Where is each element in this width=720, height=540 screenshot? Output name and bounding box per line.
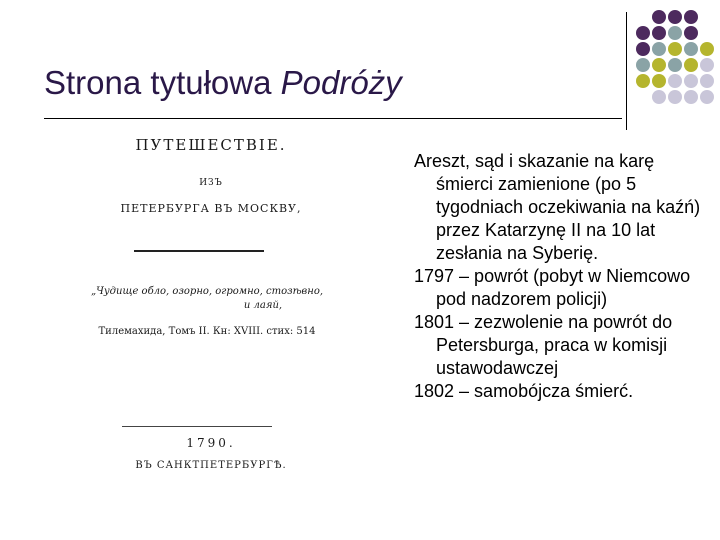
decorative-dot [652,74,666,88]
decorative-dot [636,58,650,72]
decorative-dot [700,58,714,72]
decorative-dot [668,10,682,24]
decorative-dot [684,10,698,24]
horizontal-divider [44,118,622,119]
decorative-dot [668,58,682,72]
decorative-dot [668,90,682,104]
fact-item: 1801 – zezwolenie na powrót do Petersburga, praca w komisji ustawodawczej [414,312,673,378]
decorative-dot [684,42,698,56]
decorative-dot [684,74,698,88]
book-route: ПЕТЕРБУРГА ВЪ МОСКВУ, [120,202,302,215]
fact-item: 1802 – samobójcza śmierć. [414,381,634,401]
book-rule [134,250,264,252]
decorative-dot [700,42,714,56]
book-epigraph-line2: и лаяй, [243,300,283,311]
decorative-dot-grid [636,10,720,122]
fact-item: Areszt, sąd i skazanie na karę śmierci zamienione (po 5 tygodniach oczekiwania na kaźń) przez Katarzynę II na 10 lat zesłania na Syberię. [414,151,701,263]
decorative-dot [684,90,698,104]
book-title: ПУТЕШЕСТВІЕ. [135,136,287,154]
book-title-page-image [86,130,336,490]
decorative-dot [652,42,666,56]
decorative-dot [684,58,698,72]
decorative-dot [652,10,666,24]
decorative-dot [652,90,666,104]
book-epigraph-line1: „Чудище обло, озорно, огромно, стозѣвно, [90,286,324,297]
book-year: 1790. [186,436,236,450]
decorative-dot [636,42,650,56]
slide-title-text: Strona tytułowa [44,64,281,101]
decorative-dot [636,26,650,40]
facts-list [414,150,714,403]
decorative-dot [668,42,682,56]
slide-title [44,64,402,102]
decorative-dot [668,74,682,88]
decorative-dot [652,58,666,72]
vertical-divider [626,12,627,130]
book-rule-bottom [122,426,272,427]
book-place: ВЪ САНКТПЕТЕРБУРГѢ. [135,460,287,471]
decorative-dot [636,74,650,88]
decorative-dot [700,90,714,104]
book-from: ИЗЪ [199,178,223,188]
decorative-dot [684,26,698,40]
decorative-dot [652,26,666,40]
decorative-dot [700,74,714,88]
decorative-dot [668,26,682,40]
slide-title-italic: Podróży [280,64,402,101]
book-epigraph-source: Тилемахида, Томъ II. Кн: XVIII. стих: 514 [98,326,316,337]
fact-item: 1797 – powrót (pobyt w Niemcowo pod nadzorem policji) [414,266,691,309]
